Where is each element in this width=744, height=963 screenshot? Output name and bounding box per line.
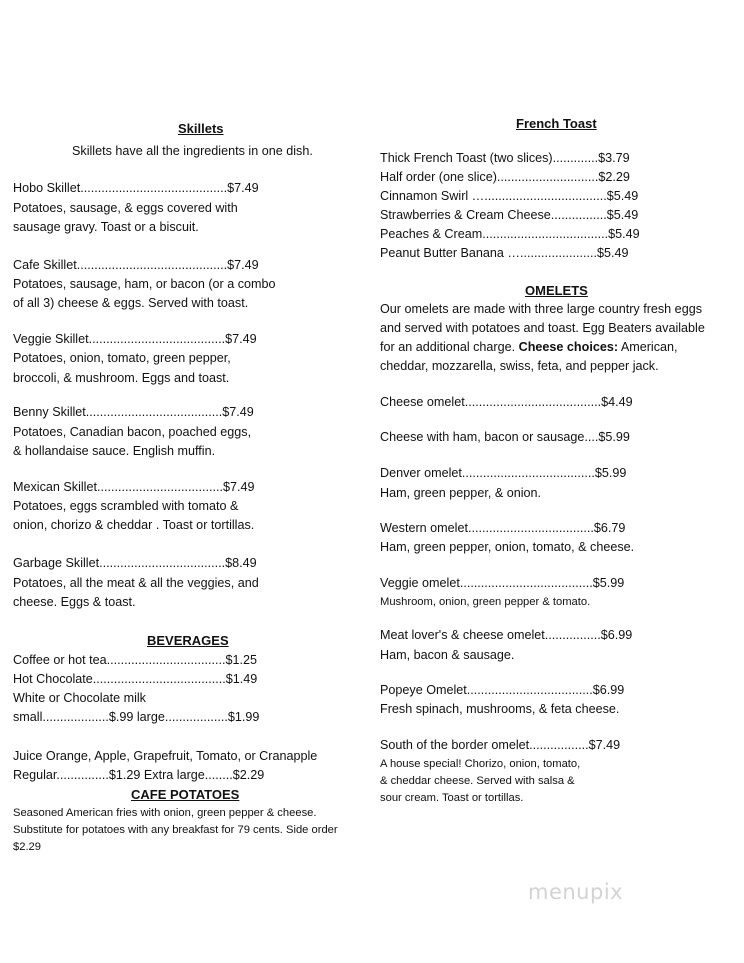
denver-omelet-price-line: Denver omelet......................................$5.99 [380, 466, 627, 480]
meat-lovers-omelet-price-line: Meat lover's & cheese omelet................$6.99 [380, 628, 633, 642]
french-toast-line: Cinnamon Swirl …...................................$5.49 [380, 189, 639, 203]
cafe-potatoes-heading: CAFE POTATOES [131, 787, 240, 802]
beverage-line: Juice Orange, Apple, Grapefruit, Tomato, or Cranapple [13, 749, 318, 763]
benny-skillet-desc: & hollandaise sauce. English muffin. [13, 444, 216, 458]
veggie-omelet-price-line: Veggie omelet......................................$5.99 [380, 576, 625, 590]
omelets-intro [380, 340, 678, 355]
denver-omelet-desc: Ham, green pepper, & onion. [380, 486, 542, 500]
garbage-skillet-desc: cheese. Eggs & toast. [13, 595, 136, 609]
omelets-intro: and served with potatoes and toast. Egg Beaters available [380, 321, 705, 335]
hobo-skillet-desc: Potatoes, sausage, & eggs covered with [13, 201, 238, 215]
veggie-skillet-desc: broccoli, & mushroom. Eggs and toast. [13, 371, 230, 385]
omelets-intro: cheddar, mozzarella, swiss, feta, and pepper jack. [380, 359, 659, 373]
garbage-skillet-price-line: Garbage Skillet....................................$8.49 [13, 556, 257, 570]
french-toast-line: Thick French Toast (two slices).............$3.79 [380, 151, 630, 165]
menupix-watermark: menupix [528, 880, 624, 904]
benny-skillet-desc: Potatoes, Canadian bacon, poached eggs, [13, 425, 252, 439]
meat-lovers-omelet-desc: Ham, bacon & sausage. [380, 648, 515, 662]
cheese-choices-label: Cheese choices: [518, 340, 619, 354]
benny-skillet-price-line: Benny Skillet.......................................$7.49 [13, 405, 254, 419]
beverage-line: Hot Chocolate......................................$1.49 [13, 672, 258, 686]
cafe-potatoes-desc: Seasoned American fries with onion, green pepper & cheese. [13, 807, 317, 819]
garbage-skillet-desc: Potatoes, all the meat & all the veggies, and [13, 576, 259, 590]
beverages-heading: BEVERAGES [147, 633, 229, 648]
veggie-skillet-desc: Potatoes, onion, tomato, green pepper, [13, 351, 231, 365]
mexican-skillet-price-line: Mexican Skillet....................................$7.49 [13, 480, 255, 494]
cheese-ham-omelet-price-line: Cheese with ham, bacon or sausage....$5.99 [380, 430, 630, 444]
south-border-omelet-desc: sour cream. Toast or tortillas. [380, 792, 524, 804]
cheese-omelet-price-line: Cheese omelet.......................................$4.49 [380, 395, 633, 409]
veggie-omelet-desc: Mushroom, onion, green pepper & tomato. [380, 596, 591, 608]
cafe-potatoes-desc: Substitute for potatoes with any breakfast for 79 cents. Side order [13, 824, 338, 836]
cheese-choices-first: American, [620, 340, 678, 354]
beverage-line: Regular...............$1.29 Extra large........$2.29 [13, 768, 265, 782]
omelets-heading: OMELETS [525, 283, 588, 298]
south-border-omelet-desc: & cheddar cheese. Served with salsa & [380, 775, 575, 787]
french-toast-heading: French Toast [516, 116, 597, 131]
popeye-omelet-price-line: Popeye Omelet....................................$6.99 [380, 683, 625, 697]
french-toast-line: Peaches & Cream....................................$5.49 [380, 227, 640, 241]
popeye-omelet-desc: Fresh spinach, mushrooms, & feta cheese. [380, 702, 620, 716]
french-toast-line: Peanut Butter Banana …......................$5.49 [380, 246, 629, 260]
mexican-skillet-desc: onion, chorizo & cheddar . Toast or tortillas. [13, 518, 255, 532]
beverage-line: Coffee or hot tea..................................$1.25 [13, 653, 258, 667]
french-toast-line: Half order (one slice).............................$2.29 [380, 170, 630, 184]
skillets-intro: Skillets have all the ingredients in one dish. [72, 144, 313, 158]
hobo-skillet-price-line: Hobo Skillet..........................................$7.49 [13, 181, 259, 195]
skillets-heading: Skillets [178, 121, 224, 136]
omelets-intro-text: for an additional charge. [380, 340, 516, 354]
beverage-line: White or Chocolate milk [13, 691, 146, 705]
cafe-skillet-price-line: Cafe Skillet...........................................$7.49 [13, 258, 259, 272]
south-border-omelet-desc: A house special! Chorizo, onion, tomato, [380, 758, 581, 770]
western-omelet-price-line: Western omelet....................................$6.79 [380, 521, 626, 535]
cafe-skillet-desc: of all 3) cheese & eggs. Served with toast. [13, 296, 249, 310]
hobo-skillet-desc: sausage gravy. Toast or a biscuit. [13, 220, 199, 234]
western-omelet-desc: Ham, green pepper, onion, tomato, & cheese. [380, 540, 635, 554]
french-toast-line: Strawberries & Cream Cheese................$5.49 [380, 208, 639, 222]
south-border-omelet-price-line: South of the border omelet.................$7.49 [380, 738, 621, 752]
cafe-potatoes-desc: $2.29 [13, 841, 41, 853]
cafe-skillet-desc: Potatoes, sausage, ham, or bacon (or a combo [13, 277, 276, 291]
mexican-skillet-desc: Potatoes, eggs scrambled with tomato & [13, 499, 239, 513]
beverage-line: small...................$.99 large..................$1.99 [13, 710, 260, 724]
omelets-intro: Our omelets are made with three large country fresh eggs [380, 302, 702, 316]
veggie-skillet-price-line: Veggie Skillet.......................................$7.49 [13, 332, 257, 346]
